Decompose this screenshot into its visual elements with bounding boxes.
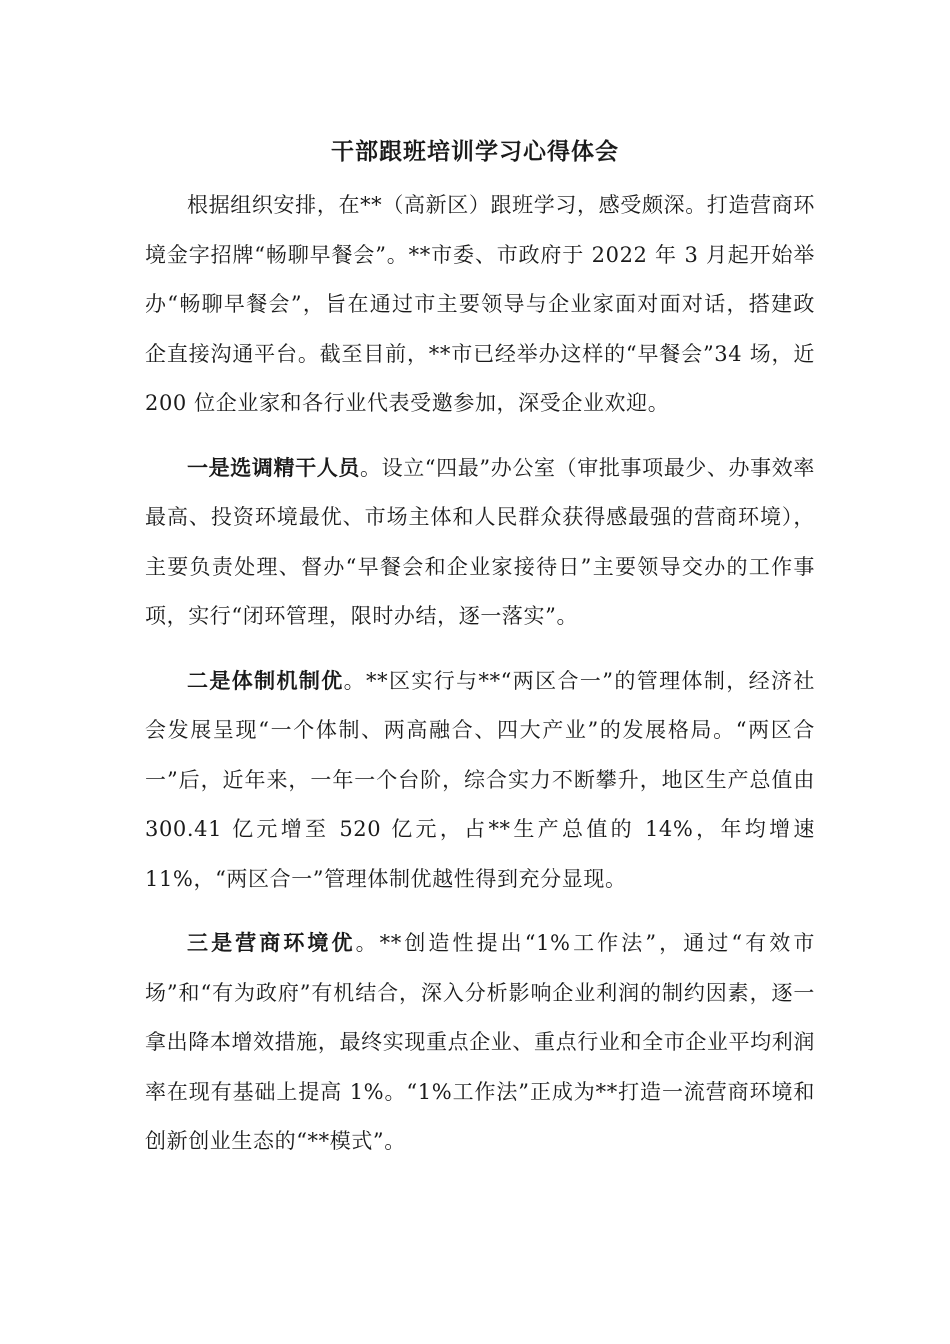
paragraph-point-1 — [145, 443, 815, 642]
paragraph-lead: 二是体制机制优 — [187, 667, 344, 693]
paragraph-point-2 — [145, 656, 815, 905]
paragraph-text: 。**区实行与**“两区合一”的管理体制，经济社会发展呈现“一个体制、两高融合、四大产业”的发展格局。“两区合一”后，近年来，一年一个台阶，综合实力不断攀升，地区生产总值由 300.41 亿元增至 520 亿元，占**生产总值的 14%，年均增速 11%，“两区合一”管理体制优越性得到充分显现。 — [145, 668, 815, 891]
paragraph-text: 。设立“四最”办公室（审批事项最少、办事效率最高、投资环境最优、市场主体和人民群众获得感最强的营商环境），主要负责处理、督办“早餐会和企业家接待日”主要领导交办的工作事项，实行“闭环管理，限时办结，逐一落实”。 — [145, 455, 815, 628]
paragraph-lead: 一是选调精干人员 — [187, 454, 360, 480]
paragraph-text: 。**创造性提出“1%工作法”，通过“有效市场”和“有为政府”有机结合，深入分析影响企业利润的制约因素，逐一拿出降本增效措施，最终实现重点企业、重点行业和全市企业平均利润率在现有基础上提高 1%。“1%工作法”正成为**打造一流营商环境和创新创业生态的“**模式”。 — [145, 931, 815, 1153]
document-title: 干部跟班培训学习心得体会 — [331, 138, 619, 165]
paragraph-text: 根据组织安排，在**（高新区）跟班学习，感受颇深。打造营商环境金字招牌“畅聊早餐会”。**市委、市政府于 2022 年 3 月起开始举办“畅聊早餐会”，旨在通过市主要领导与企业家面对面对话，搭建政企直接沟通平台。截至目前，**市已经举办这样的“早餐会”34 场，近 200 位企业家和各行业代表受邀参加，深受企业欢迎。 — [145, 193, 815, 415]
paragraph-point-3 — [145, 918, 815, 1167]
document-body — [145, 180, 815, 1167]
paragraph-lead: 三是营商环境优 — [187, 930, 356, 955]
paragraph-intro — [145, 180, 815, 429]
